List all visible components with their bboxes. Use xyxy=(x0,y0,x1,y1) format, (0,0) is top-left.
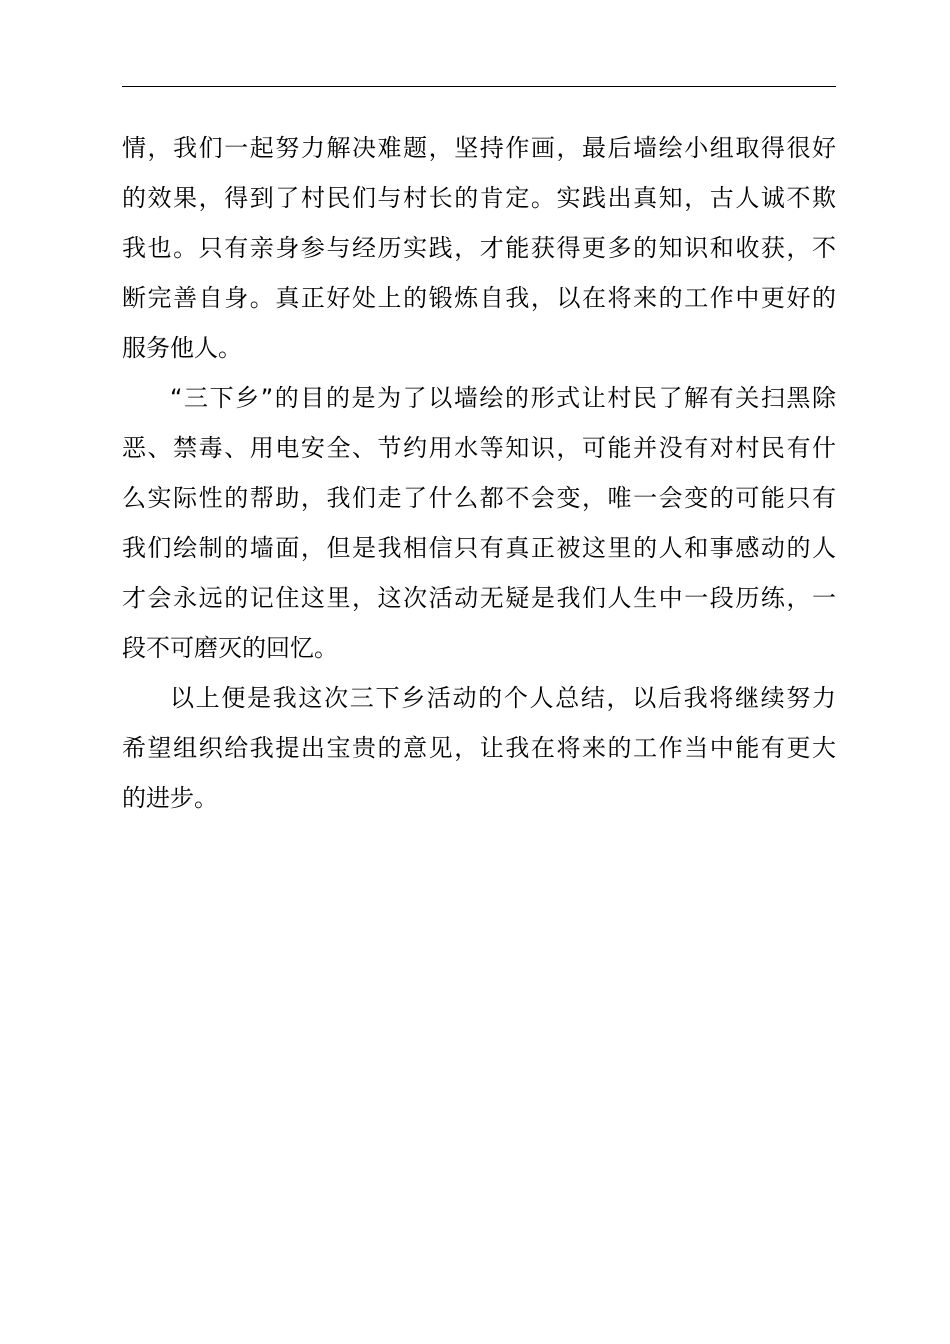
paragraph-3-line-1: 以上便是我这次三下乡活动的个人总结，以后我将继续努力 xyxy=(170,684,836,712)
paragraph-1-line-1: 情，我们一起努力解决难题，坚持作画，最后墙绘小组取得很好 xyxy=(122,134,836,162)
paragraph-2-line-2: 恶、禁毒、用电安全、节约用水等知识，可能并没有对村民有什 xyxy=(122,434,836,462)
paragraph-2-line-5: 才会永远的记住这里，这次活动无疑是我们人生中一段历练，一 xyxy=(122,584,836,612)
paragraph-3-line-2: 希望组织给我提出宝贵的意见，让我在将来的工作当中能有更大 xyxy=(122,734,836,762)
header-rule xyxy=(122,86,836,87)
paragraph-2-line-3: 么实际性的帮助，我们走了什么都不会变，唯一会变的可能只有 xyxy=(122,484,836,512)
paragraph-2-line-4: 我们绘制的墙面，但是我相信只有真正被这里的人和事感动的人 xyxy=(122,534,836,562)
paragraph-3-line-3: 的进步。 xyxy=(122,784,218,812)
paragraph-1-line-5: 服务他人。 xyxy=(122,334,242,362)
paragraph-2-line-1: “三下乡”的目的是为了以墙绘的形式让村民了解有关扫黑除 xyxy=(170,384,836,412)
paragraph-2-line-6: 段不可磨灭的回忆。 xyxy=(122,634,338,662)
paragraph-1-line-4: 断完善自身。真正好处上的锻炼自我，以在将来的工作中更好的 xyxy=(122,284,836,312)
paragraph-1-line-3: 我也。只有亲身参与经历实践，才能获得更多的知识和收获，不 xyxy=(122,234,836,262)
paragraph-1-line-2: 的效果，得到了村民们与村长的肯定。实践出真知，古人诚不欺 xyxy=(122,184,836,212)
